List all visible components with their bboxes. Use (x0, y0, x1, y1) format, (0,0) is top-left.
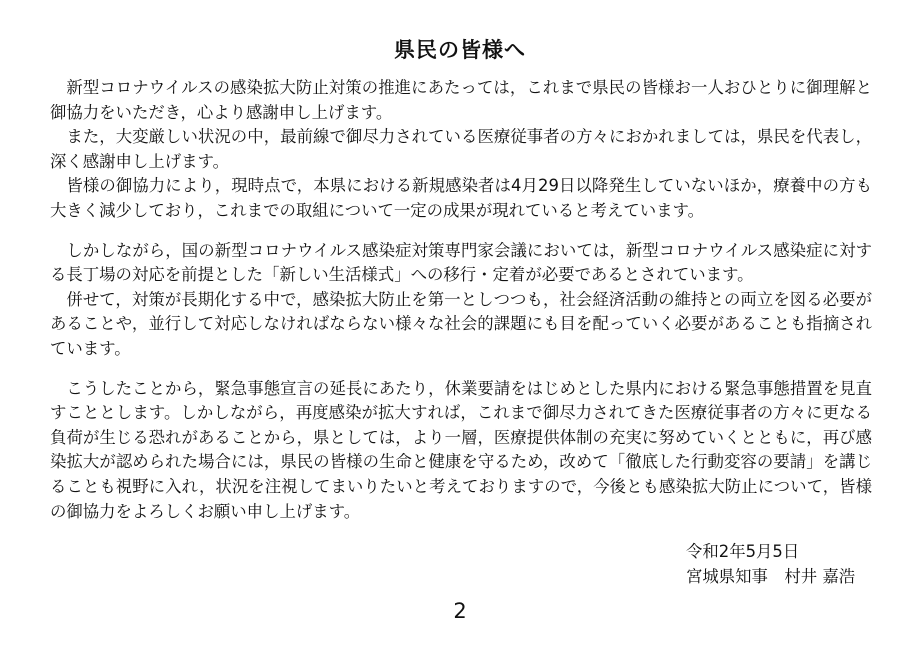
message-body (50, 76, 872, 524)
signature-block (686, 540, 855, 589)
signature-author: 宮城県知事 村井 嘉浩 (686, 566, 856, 586)
paragraph-new-lifestyle: しかしながら，国の新型コロナウイルス感染症対策専門家会議においては，新型コロナウイルス感染症に対する長丁場の対応を前提とした「新しい生活様式」への移行・定着が必要であるとされています。 (50, 240, 872, 285)
paragraph-thanks: 新型コロナウイルスの感染拡大防止対策の推進にあたっては，これまで県民の皆様お一人おひとりに御理解と御協力をいただき，心より感謝申し上げます。 (50, 78, 872, 122)
paragraph-emergency-review: こうしたことから，緊急事態宣言の延長にあたり，休業要請をはじめとした県内における緊急事態措置を見直すこととします。しかしながら，再度感染が拡大すれば，これまで御尽力されてきた医療従事者の方々に更なる負荷が生じる恐れがあることから，県としては，より一層，医療提供体制の充実に努めていくとともに，再び感染拡大が認められた場合には，県民の皆様の生命と健康を守るため，改めて「徹底した行動変容の要請」を講じることも視野に入れ，状況を注視してまいりたいと考えておりますので，今後とも感染拡大防止について，皆様の御協力をよろしくお願い申し上げます。 (50, 378, 872, 521)
page-number: 2 (453, 599, 467, 623)
page-title: 県民の皆様へ (394, 38, 526, 62)
signature-date: 令和2年5月5日 (686, 542, 800, 561)
paragraph-long-term-measures: 併せて，対策が長期化する中で，感染拡大防止を第一としつつも，社会経済活動の維持との両立を図る必要があることや，並行して対応しなければならない様々な社会的課題にも目を配っていく必要があることも指摘されています。 (50, 289, 872, 358)
paragraph-medical-thanks: また，大変厳しい状況の中，最前線で御尽力されている医療従事者の方々におかれましては，県民を代表し，深く感謝申し上げます。 (50, 127, 872, 171)
paragraph-current-status: 皆様の御協力により，現時点で，本県における新規感染者は4月29日以降発生していないほか，療養中の方も大きく減少しており，これまでの取組について一定の成果が現れていると考えています。 (50, 176, 872, 220)
